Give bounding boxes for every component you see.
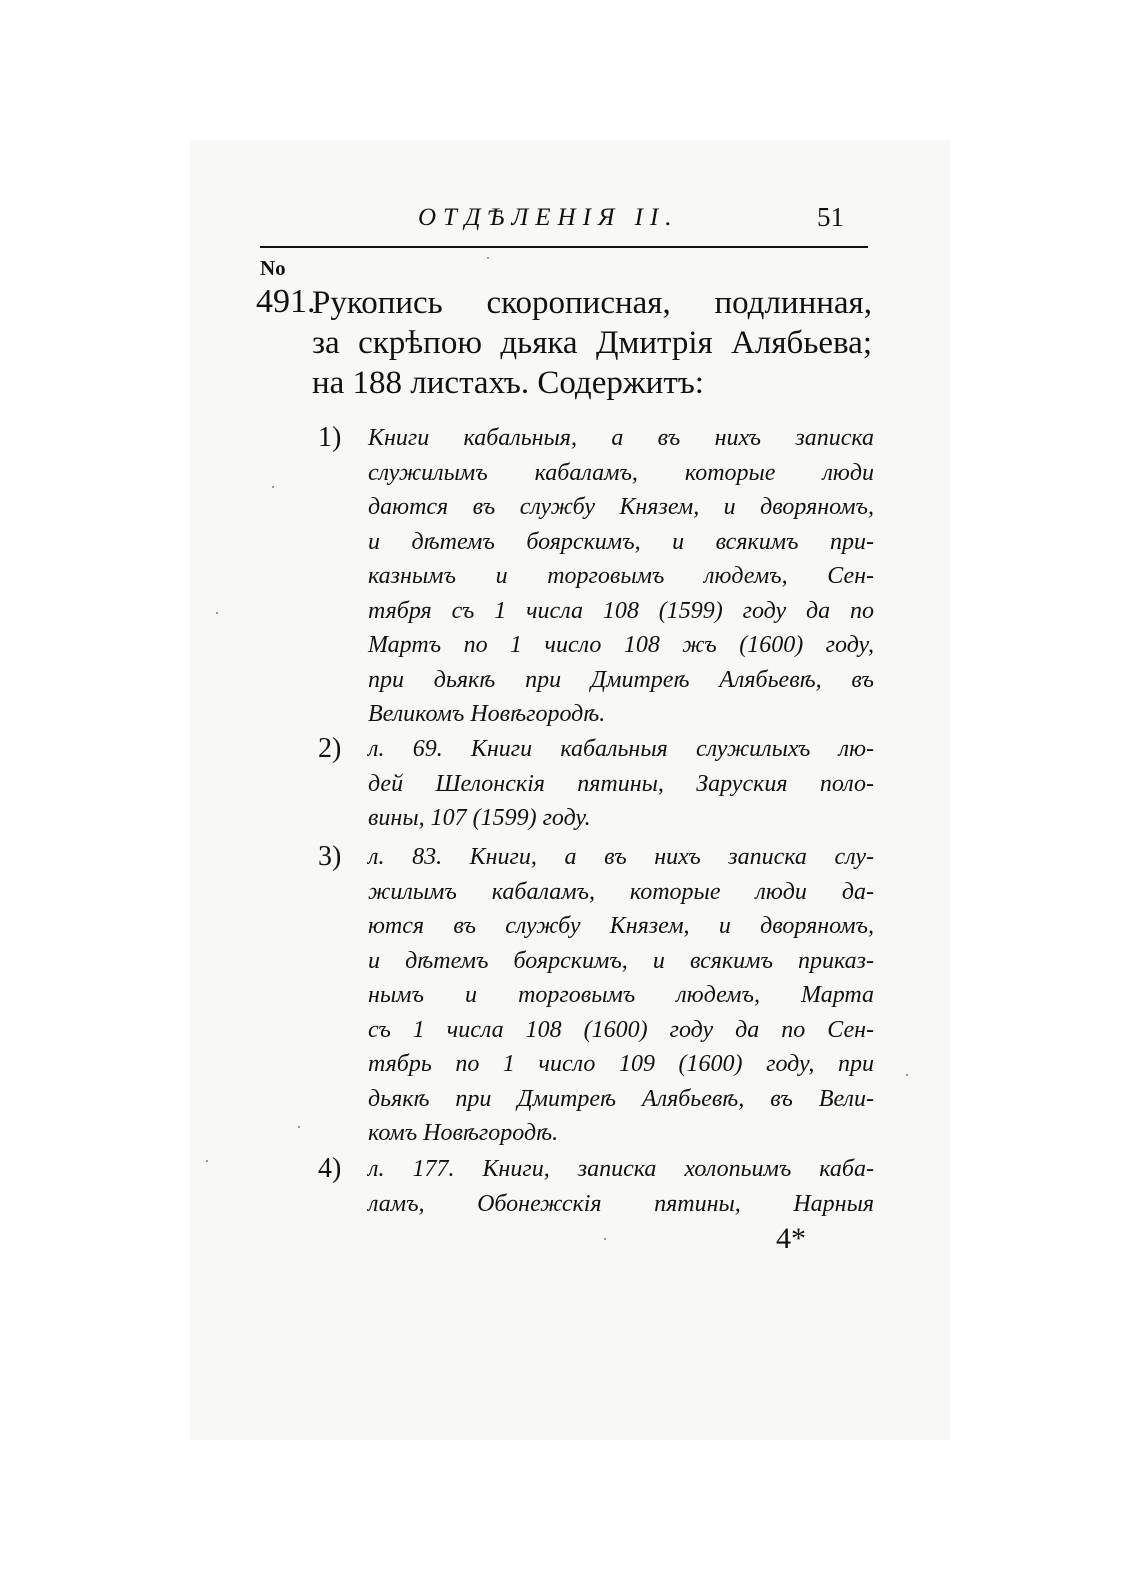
item-label: 4) bbox=[318, 1153, 342, 1184]
item-line: и дѣтемъ боярскимъ, и всякимъ приказ- bbox=[368, 947, 874, 974]
item-line: даются въ службу Князем, и дворяномъ, bbox=[368, 494, 874, 520]
entry-number: 491. bbox=[256, 283, 316, 320]
item-line: дей Шелонскія пятины, Заруския поло- bbox=[368, 770, 874, 797]
running-header bbox=[260, 200, 868, 244]
item-line: Великомъ Новѣгородѣ. bbox=[368, 701, 606, 727]
item-line: при дьякѣ при Дмитреѣ Алябьевѣ, въ bbox=[368, 666, 874, 693]
item-line: служилымъ кабаламъ, которые люди bbox=[368, 459, 874, 486]
item-line: дьякѣ при Дмитреѣ Алябьевѣ, въ Вели- bbox=[368, 1085, 874, 1112]
scan-speck bbox=[906, 1074, 908, 1076]
entry-line: на 188 листахъ. Содержитъ: bbox=[312, 365, 704, 401]
scan-speck bbox=[216, 612, 218, 614]
item-line: тябрь по 1 число 109 (1600) году, при bbox=[368, 1051, 874, 1077]
item-label: 1) bbox=[318, 422, 342, 453]
page-number: 51 bbox=[817, 202, 844, 232]
entry-line: за скрѣпою дьяка Дмитрія Алябьева; bbox=[312, 325, 872, 361]
item-line: съ 1 числа 108 (1600) году да по Сен- bbox=[368, 1016, 874, 1043]
item-line: тября съ 1 числа 108 (1599) году да по bbox=[368, 597, 874, 624]
item-line: ются въ службу Князем, и дворяномъ, bbox=[368, 913, 874, 939]
item-body bbox=[368, 732, 874, 836]
number-abbreviation: No bbox=[260, 256, 286, 280]
section-title: ОТДѢЛЕНІЯ II. bbox=[418, 204, 679, 231]
item-label: 3) bbox=[318, 841, 342, 872]
scan-speck bbox=[272, 486, 274, 488]
scan-speck bbox=[206, 1160, 208, 1162]
item-line: л. 177. Книги, записка холопьимъ каба- bbox=[368, 1156, 874, 1182]
scan-speck bbox=[298, 1126, 300, 1128]
item-line: ламъ, Обонежскія пятины, Нарныя bbox=[368, 1190, 874, 1217]
item-line: вины, 107 (1599) году. bbox=[368, 805, 591, 831]
scan-speck bbox=[487, 257, 489, 259]
item-body bbox=[368, 840, 874, 1151]
item-line: л. 69. Книги кабальныя служилыхъ лю- bbox=[368, 736, 874, 762]
entry-description bbox=[312, 283, 872, 403]
item-line: жилымъ кабаламъ, которые люди да- bbox=[368, 878, 874, 905]
entry-line: Рукопись скорописная, подлинная, bbox=[312, 285, 872, 321]
printer-signature-mark: 4* bbox=[776, 1222, 806, 1255]
item-line: и дѣтемъ боярскимъ, и всякимъ при- bbox=[368, 528, 874, 555]
item-line: нымъ и торговымъ людемъ, Марта bbox=[368, 982, 874, 1008]
scan-speck bbox=[604, 1238, 606, 1240]
item-line: л. 83. Книги, а въ нихъ записка слу- bbox=[368, 844, 874, 870]
item-line: казнымъ и торговымъ людемъ, Сен- bbox=[368, 563, 874, 589]
item-line: комъ Новѣгородѣ. bbox=[368, 1120, 559, 1146]
header-rule bbox=[260, 246, 868, 248]
item-line: Книги кабальныя, а въ нихъ записка bbox=[368, 425, 874, 451]
item-body bbox=[368, 421, 874, 732]
item-label: 2) bbox=[318, 733, 342, 764]
item-body bbox=[368, 1152, 874, 1221]
item-line: Мартъ по 1 число 108 жъ (1600) году, bbox=[368, 632, 874, 658]
